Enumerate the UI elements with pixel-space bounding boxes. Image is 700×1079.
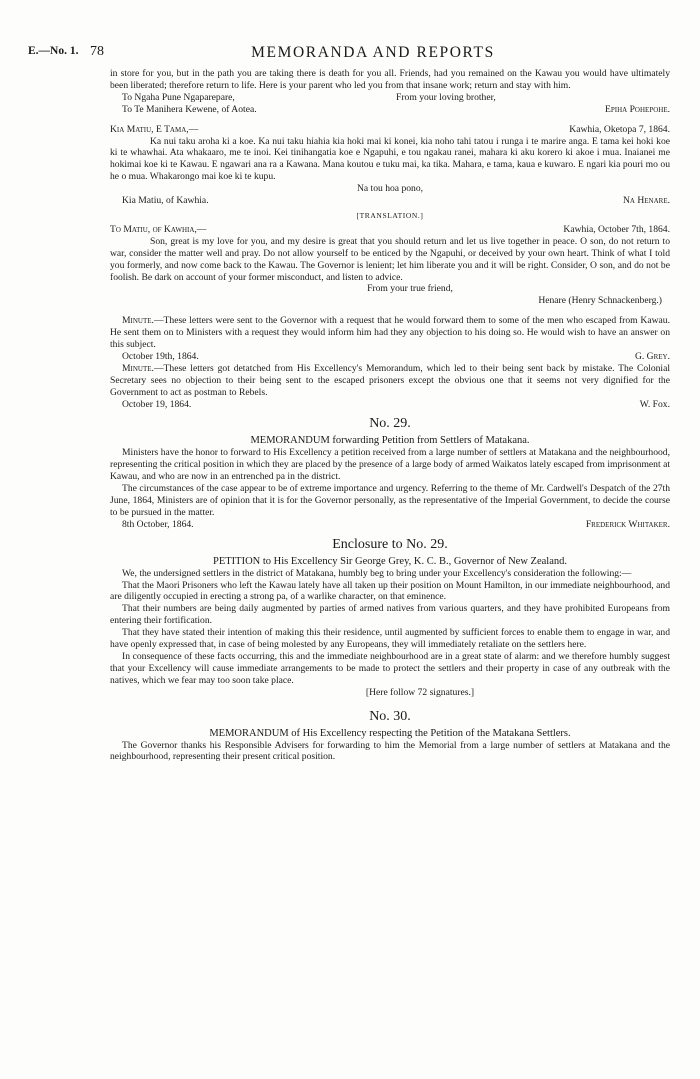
- no29-title: MEMORANDUM forwarding Petition from Settlers of Matakana.: [250, 435, 530, 447]
- no30-paragraph-1: The Governor thanks his Responsible Advisers for forwarding to him the Memorial from a large number of settlers at Matakana and the neighbourhood, representing their present critical position.: [110, 739, 670, 763]
- page-header: [28, 44, 678, 64]
- translation-body: Son, great is my love for you, and my desire is great that you should return and let us live together in peace. O son, do not return to war, consider the matter well and pray. Do not allow yourself to be enticed by the Ngapuhi, or deceived by your own heart. Think of what I told you formerly, and now come back to the Kawau. The Governor is lenient; let him liberate you and it will be right. Consider, O son, and do not be foolish. Be dark on account of your former misconduct, and listen to advice.: [110, 235, 670, 283]
- enclosure-heading: Enclosure to No. 29.: [332, 536, 448, 552]
- no30-heading: No. 30.: [369, 708, 411, 724]
- letter1-address-row: [110, 92, 670, 104]
- no29-paragraph-2: The circumstances of the case appear to be of extreme importance and urgency. Referring to the theme of Mr. Cardwell's Despatch of the 27th June, 1864, Ministers are of opinion that it is for the Governor personally, as the representative of the Imperial Government, to decide the course to be pursued in the matter.: [110, 483, 670, 518]
- no29-paragraph-1: Ministers have the honor to forward to His Excellency a petition received from a large number of settlers at Matakana and the neighbourhood, representing the critical position in which they are placed by the presence of a large body of armed Waikatos lately escaped from imprisonment at Kawau, and who are now in an entrenched pa in the district.: [110, 447, 670, 483]
- enclosure-paragraph-4: That they have stated their intention of making this their residence, until augmented by sufficient forces to enable them to engage in war, and have openly expressed that, in case of being molested by any Europeans, they will immediately retaliate on the settlers here.: [110, 627, 670, 651]
- minute-1-signer: G. Grey.: [634, 350, 670, 362]
- letter2-salutation: Kia Matiu, E Tama,—: [110, 123, 199, 135]
- letter2-sign-row: [110, 195, 670, 207]
- translation-heading-row: [110, 224, 670, 236]
- no29-heading: No. 29.: [369, 416, 411, 432]
- letter1-signer: Epiha Pohepohe.: [605, 103, 670, 115]
- enclosure-paragraph-3: That their numbers are being daily augmented by parties of armed natives from various quarters, and they have prohibited Europeans from entering their fortification.: [110, 603, 670, 627]
- translation-label: [TRANSLATION.]: [356, 210, 424, 220]
- letter2-signer: Na Henare.: [622, 195, 670, 207]
- translation-closing: From your true friend,: [367, 283, 453, 295]
- page-body: [110, 68, 670, 763]
- letter2-body: Ka nui taku aroha ki a koe. Ka nui taku hiahia kia hoki mai ki konei, kia noho tahi tatou i runga i te marire anga. E tama kei hoki koe ki te whawhai. Ata whakaaro, me te inoi. Kei tinihangatia koe e Ngapuhi, e tou ngakau ranei, mahara ki aku korero ki akoe i mua. Inaianei me hokimai koe ki te Kawau. E ngawari ana ra a Kawana. Mana koutou e tuku mai, ka tika. Mahara, e tama, kaua e kuwaro. E ngari kia pouri mo ou he o mua. Whakarongo mai koe ki te kupu.: [110, 135, 670, 183]
- enclosure-paragraph-2: That the Maori Prisoners who left the Kawau lately have all taken up their position on Mount Hamilton, in our immediate neighbourhood, and are diligently occupied in erecting a strong pa, of a warlike character, on that eminence.: [110, 579, 670, 603]
- running-title: MEMORANDA AND REPORTS: [251, 44, 495, 61]
- letter1-to2: To Te Manihera Kewene, of Aotea.: [122, 103, 257, 115]
- letter2-heading-row: [110, 124, 670, 136]
- enclosure-signatures: [Here follow 72 signatures.]: [365, 686, 475, 698]
- no30-title: MEMORANDUM of His Excellency respecting the Petition of the Matakana Settlers.: [209, 727, 571, 739]
- letter1-to1: To Ngaha Pune Ngaparepare,: [122, 91, 235, 103]
- report-reference: E.—No. 1.: [28, 45, 79, 57]
- letter2-place-date: Kawhia, Oketopa 7, 1864.: [569, 123, 670, 135]
- minute-2-label: Minute.: [122, 362, 154, 374]
- letter2-addressee: Kia Matiu, of Kawhia.: [122, 195, 209, 207]
- page-number: 78: [90, 44, 104, 59]
- minute-1-label: Minute.: [122, 315, 154, 327]
- enclosure-title: PETITION to His Excellency Sir George Grey, K. C. B., Governor of New Zealand.: [213, 555, 567, 567]
- no29-sign-row: [110, 519, 670, 531]
- minute-1: [110, 315, 670, 351]
- no29-signer: Frederick Whitaker.: [585, 518, 670, 530]
- letter1-address-row-2: [110, 104, 670, 116]
- translation-salutation: To Matiu, of Kawhia,—: [110, 223, 207, 235]
- minute-2: [110, 363, 670, 399]
- minute-2-date: October 19, 1864.: [122, 398, 192, 410]
- letter1-from: From your loving brother,: [396, 91, 496, 103]
- enclosure-paragraph-5: In consequence of these facts occurring, this and the immediate neighbourhood are in a great state of alarm: and we therefore humbly suggest that your Excellency will cause immediate arrangements to be made to protect the settlers and their property in case of any outbreak with the natives, which we fear may too soon take place.: [110, 650, 670, 686]
- translation-signer: Henare (Henry Schnackenberg.): [538, 295, 662, 307]
- minute-1-sign-row: [110, 351, 670, 363]
- letter1-paragraph: in store for you, but in the path you are taking there is death for you all. Friends, had you remained on the Kawau you would have ultimately been liberated; therefore return to life. Here is your parent who led you from that insane work; return and stay with him.: [110, 68, 670, 91]
- minute-1-date: October 19th, 1864.: [122, 350, 199, 362]
- no29-date: 8th October, 1864.: [122, 518, 194, 530]
- letter2-closing: Na tou hoa pono,: [356, 183, 424, 195]
- minute-2-signer: W. Fox.: [639, 398, 670, 410]
- translation-place-date: Kawhia, October 7th, 1864.: [563, 223, 670, 235]
- enclosure-paragraph-1: We, the undersigned settlers in the district of Matakana, humbly beg to bring under your Excellency's consideration the following:—: [122, 567, 632, 579]
- minute-2-text: —These letters got detatched from His Excellency's Memorandum, which led to their being sent back by mistake. The Colonial Secretary sees no objection to their being sent to the escaped prisoners except the obvious one that it seems not very dignified for the Government to act as postman to Rebels.: [110, 362, 670, 398]
- minute-2-sign-row: [110, 399, 670, 411]
- minute-1-text: —These letters were sent to the Governor with a request that he would forward them to some of the men who escaped from Kawau. He sent them on to Ministers with a request they would inform him had they any objection to his doing so. He would wish to have an answer on this subject.: [110, 315, 670, 351]
